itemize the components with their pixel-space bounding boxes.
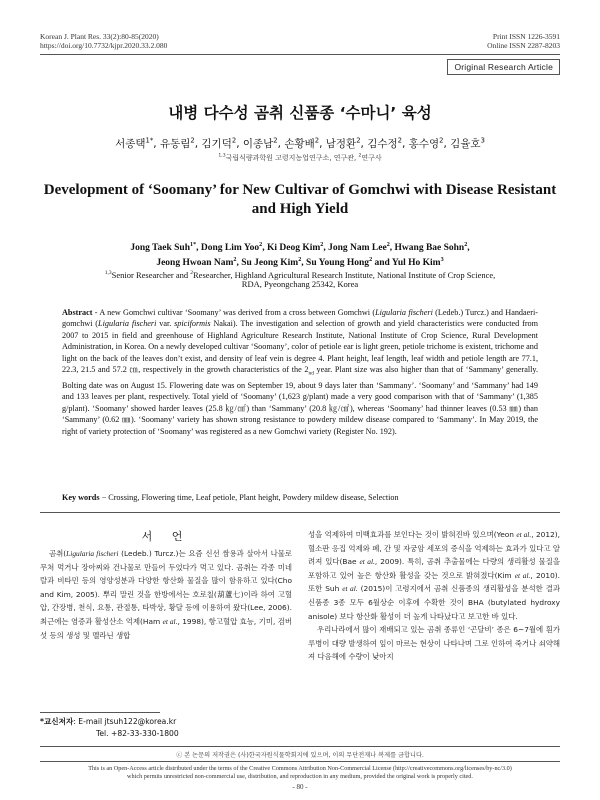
footer-rule xyxy=(40,746,560,747)
affiliation-english-line1: $^{1,3}$Senior Researcher and $^2$Researcher, Highland Agricultural Research Institute, National Institute of Crop Science, xyxy=(104,269,496,280)
journal-citation: Korean J. Plant Res. 33(2):80-85(2020) xyxy=(40,32,159,41)
online-issn: Online ISSN 2287-8203 xyxy=(487,41,560,50)
license-line2: which permits unrestricted non-commercial use, distribution, and reproduction in any medium, provided the original work is properly cited. xyxy=(127,773,473,780)
doi-link[interactable]: https://doi.org/10.7732/kjpr.2020.33.2.080 xyxy=(40,41,168,50)
correspondence-label: *교신저자 xyxy=(40,717,74,726)
keywords-text: − Crossing, Flowering time, Leaf petiole, Plant height, Powdery mildew disease, Selection xyxy=(101,493,399,502)
body-right-column xyxy=(308,528,560,664)
keywords xyxy=(62,492,538,503)
body-right-paragraph-2: 우리나라에서 많이 재배되고 있는 곰취 종류인 ‘곤달비’ 종은 6~7월에 흰가루병이 대량 발생하여 잎이 마르는 현상이 나타나며 그로 인하여 죽거나 쇠약해져 다음해에 수량이 낮아지 xyxy=(308,625,560,662)
abstract-label: Abstract xyxy=(62,308,93,317)
body-right-paragraph-1: 성을 억제하여 미백효과를 보인다는 것이 밝혀진바 있으며(Yeon et al., 2012), 혈소판 응집 억제와 폐, 간 및 자궁암 세포의 증식을 억제하는 효과가 있다고 알려져 있다(Bae et al., 2009). 특히, 곰취 추출물에는 다량의 생리활성 물질을 포함하고 있어 높은 항산화 활성을 갖는 것으로 밝혀졌다(Kim et al., 2010). 또한 Suh et al. (2015)이 고령지에서 곰취 신품종의 생리활성을 분석한 결과 신품종 3종 모두 6월상순 이후에 수확한 것이 BHA (butylated hydroxy anisole) 보다 항산화 활성이 더 높게 나타났다고 보고한 바 있다. xyxy=(308,530,561,621)
copyright-notice: ⓒ 본 논문의 저작권은 (사)한국자원식물학회지에 있으며, 이의 무단전재나 복제를 금합니다. xyxy=(176,752,424,759)
correspondence-tel: Tel. +82-33-330-1800 xyxy=(96,729,179,738)
print-issn: Print ISSN 1226-3591 xyxy=(492,32,560,41)
title-korean: 내병 다수성 곰취 신품종 ‘수마니’ 육성 xyxy=(168,104,432,122)
authors-english-line2: Jeong Hwoan Nam$^2$, Su Jeong Kim$^2$, Su Young Hong$^2$ and Yul Ho Kim$^3$ xyxy=(156,257,444,269)
affiliation-english-line2: RDA, Pyeongchang 25342, Korea xyxy=(241,279,359,289)
license-line1: This is an Open-Access article distributed under the terms of the Creative Commons Attribution Non-Commercial License (http://creativecommons.org/licenses/by-nc/3.0) xyxy=(88,765,512,772)
authors-korean: 서종택$^{1*}$, 유동림$^2$, 김기덕$^2$, 이종남$^2$, 손황배$^2$, 남정환$^2$, 김수정$^2$, 홍수영$^2$, 김율호$^3$ xyxy=(115,136,485,150)
correspondence-email[interactable]: : E-mail jtsuh122@korea.kr xyxy=(73,717,177,726)
title-english: Development of ‘Soomany’ for New Cultivar of Gomchwi with Disease Resistant and High Yield xyxy=(43,182,557,217)
keywords-label: Key words xyxy=(62,493,100,502)
article-type-badge: Original Research Article xyxy=(447,59,560,75)
correspondence xyxy=(40,716,176,727)
abstract-text: - A new Gomchwi cultivar ‘Soomany’ was derived from a cross between Gomchwi (Ligularia fischeri (Ledeb.) Turcz.) and Handaeri-gomchwi (Ligularia fischeri var. spiciformis Nakai). The investigation and selection of growth and yield characteristics were conducted from 2007 to 2015 in field and greenhouse of Highland Agriculture Research Institute, National Institute of Crop Science, Rural Development Administration, in Korea. On a newly developed cultivar ‘Soomany’, color of petiole ear is light green, petiole trichome is existent, trichome and light on the back of the leaves don’t exist, and density of leaf vein is degree 4. Plant height, leaf length, leaf width and petiole length are 77.1, 22.3, 21.5 and 57.2 ㎝, respectively in the growth characteristics of the $2_{nd}$ year. Plant size was also higher than that of ‘Sammany’ generally. Bolting date was on August 15. Flowering date was on September 19, about 9 days later than ‘Sammany’. ‘Soomany’ and ‘Sammany’ had 149 and 133 leaves per plant, respectively. Total yield of ‘Soomany’ (1,623 g/plant) made a very good comparison with that of ‘Sammany’ (1,385 g/plant). ‘Soomany’ showed harder leaves (25.8 ㎏/㎠) than ‘Sammany’ (20.8 ㎏/㎠), whereas ‘Soomany’ had thinner leaves (0.53 ㎜) than ‘Sammany’ (0.62 ㎜). ‘Soomany’ variety has shown strong resistance to powdery mildew disease compared to ‘Sammany’. In May 2019, the right of variety protection of ‘Soomany’ was registered as a new Gomchwi variety (Register No. 192). xyxy=(62,308,539,436)
affiliation-korean: $^{1,3}$국립식량과학원 고령지농업연구소, 연구관, $^2$연구사 xyxy=(218,153,382,162)
header-rule xyxy=(40,54,560,55)
authors-english-line1: Jong Taek Suh$^{1*}$, Dong Lim Yoo$^2$, Ki Deog Kim$^2$, Jong Nam Lee$^2$, Hwang Bae Sohn$^2$, xyxy=(130,242,470,254)
abstract xyxy=(62,307,538,437)
page-number: - 80 - xyxy=(292,783,308,791)
body-left-column: 곰취(Ligularia fischeri (Ledeb.) Turcz.)는 요즘 신선 쌈용과 살아서 나물로 무쳐 먹거나 장아찌와 건나물로 만들어 두었다가 먹고 있다. 곰취는 각종 미네랄과 비타민 등의 영양성분과 다양한 항산화 물질을 많이 함유하고 있다(Cho and Kim, 2005). 뿌리 말린 것을 한방에서는 호로칠(葫蘆七)이라 하여 고혈압, 간장병, 천식, 요통, 관절통, 타박상, 황달 등에 이용하여 왔다(Lee, 2006). 최근에는 염증과 활성산소 억제(Ham et al., 1998), 항고혈압 효능, 기미, 검버섯 등의 생성 및 멜라닌 생합 xyxy=(40,549,292,640)
footer-rule-2 xyxy=(40,761,560,762)
footnote-rule xyxy=(40,712,160,713)
abstract-rule xyxy=(40,512,560,513)
section-title-introduction: 서 언 xyxy=(141,530,191,543)
